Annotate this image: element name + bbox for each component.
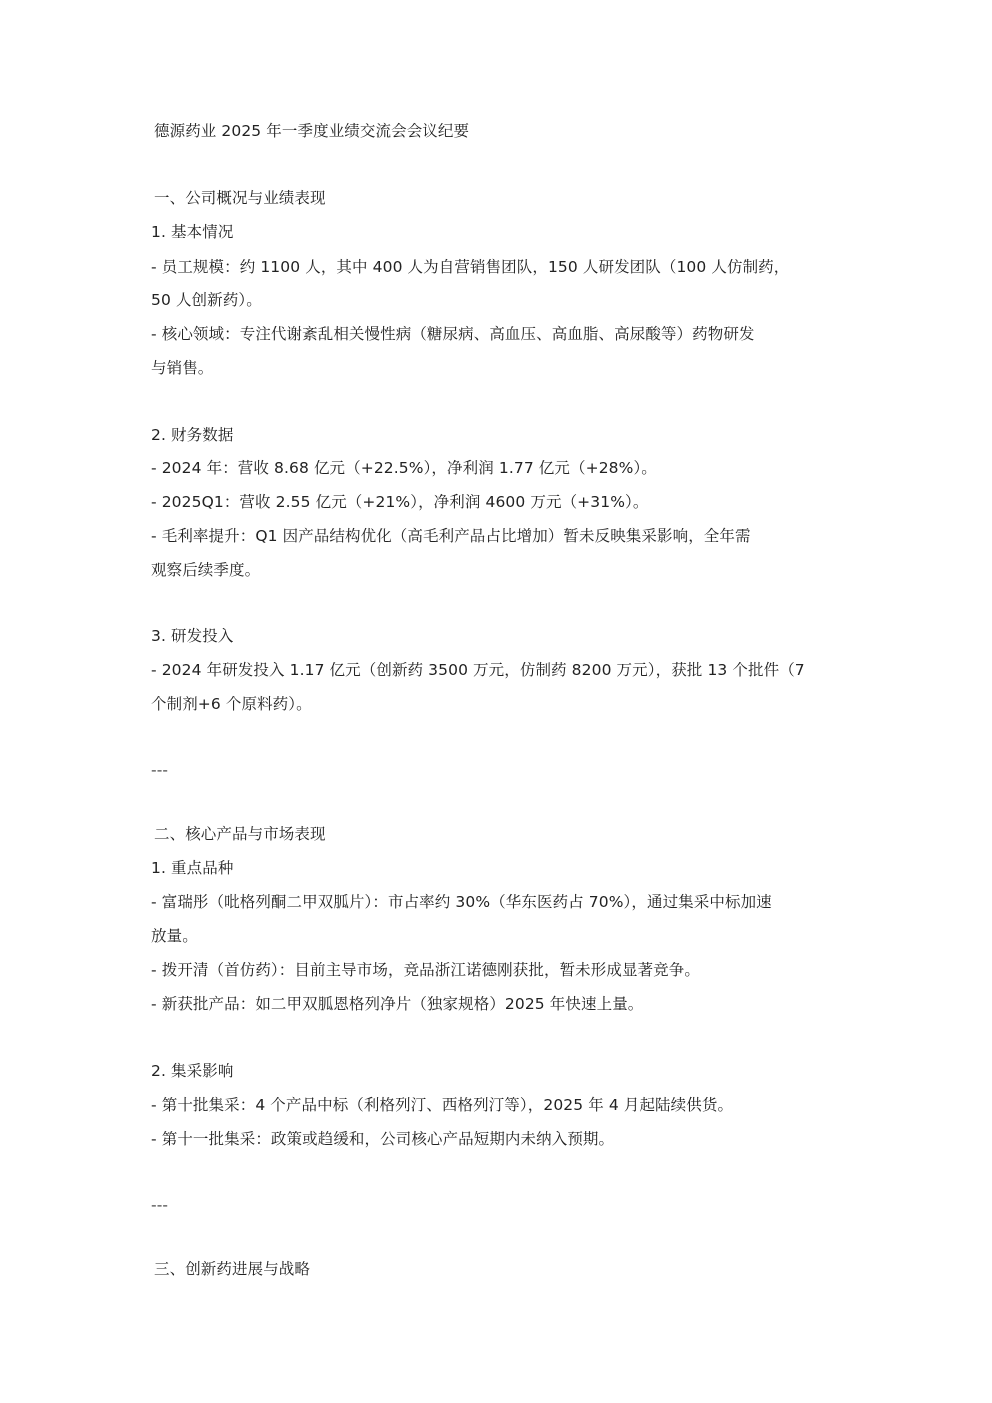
document-title: 德源药业 2025 年一季度业绩交流会会议纪要 (154, 122, 470, 140)
bullet-eleventh-batch: - 第十一批集采：政策或趋缓和，公司核心产品短期内未纳入预期。 (151, 1130, 615, 1148)
bullet-tenth-batch: - 第十批集采：4 个产品中标（利格列汀、西格列汀等），2025 年 4 月起陆续供货。 (151, 1096, 734, 1114)
section-3-heading: 三、创新药进展与战略 (154, 1260, 311, 1278)
bullet-rd-line2: 个制剂+6 个原料药）。 (151, 695, 312, 713)
bullet-new-products: - 新获批产品：如二甲双胍恩格列净片（独家规格）2025 年快速上量。 (151, 995, 644, 1013)
separator-1: --- (151, 761, 169, 779)
subsection-1-3-heading: 3. 研发投入 (151, 627, 234, 645)
bullet-gross-margin-line2: 观察后续季度。 (151, 561, 261, 579)
bullet-core-field-line1: - 核心领域：专注代谢紊乱相关慢性病（糖尿病、高血压、高血脂、高尿酸等）药物研发 (151, 325, 755, 343)
subsection-1-2-heading: 2. 财务数据 (151, 426, 234, 444)
separator-2: --- (151, 1196, 169, 1214)
subsection-2-1-heading: 1. 重点品种 (151, 859, 234, 877)
bullet-bokaiqing: - 拨开清（首仿药）：目前主导市场，竞品浙江诺德刚获批，暂未形成显著竞争。 (151, 961, 700, 979)
subsection-2-2-heading: 2. 集采影响 (151, 1062, 234, 1080)
bullet-furuitong-line2: 放量。 (151, 927, 198, 945)
section-2-heading: 二、核心产品与市场表现 (154, 825, 326, 843)
bullet-2024-financials: - 2024 年：营收 8.68 亿元（+22.5%），净利润 1.77 亿元（+28%）。 (151, 459, 657, 477)
subsection-1-1-heading: 1. 基本情况 (151, 223, 234, 241)
bullet-furuitong-line1: - 富瑞彤（吡格列酮二甲双胍片）：市占率约 30%（华东医药占 70%），通过集采中标加速 (151, 893, 772, 911)
bullet-staff-line1: - 员工规模：约 1100 人，其中 400 人为自营销售团队，150 人研发团队（100 人仿制药， (151, 258, 790, 276)
bullet-2025q1-financials: - 2025Q1：营收 2.55 亿元（+21%），净利润 4600 万元（+31%）。 (151, 493, 649, 511)
bullet-rd-line1: - 2024 年研发投入 1.17 亿元（创新药 3500 万元，仿制药 8200 万元），获批 13 个批件（7 (151, 661, 805, 679)
section-1-heading: 一、公司概况与业绩表现 (154, 189, 326, 207)
bullet-staff-line2: 50 人创新药）。 (151, 291, 262, 309)
bullet-core-field-line2: 与销售。 (151, 359, 214, 377)
bullet-gross-margin-line1: - 毛利率提升：Q1 因产品结构优化（高毛利产品占比增加）暂未反映集采影响，全年需 (151, 527, 751, 545)
